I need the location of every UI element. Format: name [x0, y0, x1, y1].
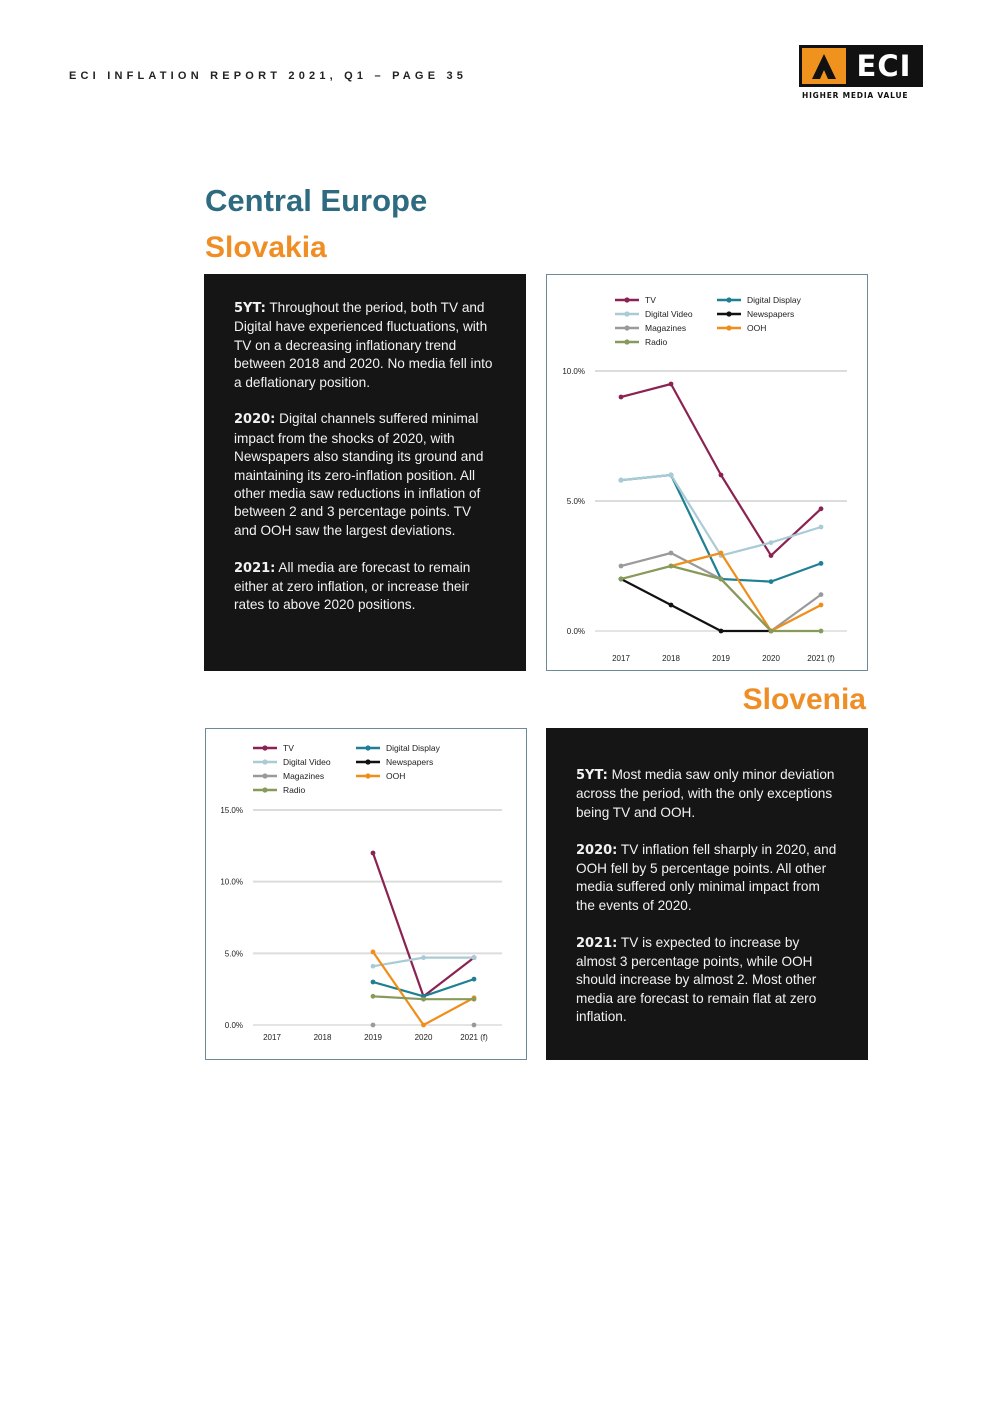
report-header: ECI INFLATION REPORT 2021, Q1 – PAGE 35	[69, 70, 468, 82]
data-point	[371, 994, 376, 999]
data-point	[719, 577, 724, 582]
logo-mark	[802, 48, 846, 84]
legend-label: TV	[645, 295, 656, 305]
region-title: Central Europe	[205, 183, 428, 218]
data-point	[421, 955, 426, 960]
legend-label: OOH	[747, 323, 767, 333]
data-point	[669, 603, 674, 608]
x-tick-label: 2018	[313, 1033, 332, 1042]
slovenia-para-5yt	[576, 766, 838, 822]
para-label: 2020:	[576, 842, 618, 858]
slovenia-para-2020	[576, 841, 838, 916]
data-point	[619, 564, 624, 569]
logo-a-icon	[802, 48, 846, 84]
para-label: 5YT:	[234, 301, 266, 316]
x-tick-label: 2017	[612, 654, 630, 663]
para-text: All media are forecast to remain either at zero inflation, or increase their rates to above 2020 positions.	[234, 559, 471, 613]
legend-swatch-marker	[365, 759, 370, 764]
legend-label: Digital Display	[386, 743, 440, 753]
slovenia-para-2021	[576, 934, 838, 1027]
data-point	[472, 1023, 477, 1028]
data-point	[719, 473, 724, 478]
data-point	[819, 561, 824, 566]
para-label: 2020:	[234, 412, 276, 428]
slovenia-title: Slovenia	[742, 683, 866, 716]
para-text: Throughout the period, both TV and Digital have experienced fluctuations, with TV on a decreasing inflationary trend between 2018 and 2020. No media fell into a deflationary position.	[234, 300, 493, 390]
data-point	[619, 577, 624, 582]
legend-swatch-marker	[726, 325, 731, 330]
legend-swatch-marker	[624, 311, 629, 316]
legend-label: Newspapers	[747, 309, 795, 319]
data-point	[421, 1023, 426, 1028]
data-point	[619, 478, 624, 483]
legend-label: Newspapers	[386, 757, 434, 767]
legend-label: Radio	[645, 337, 668, 347]
data-point	[472, 997, 477, 1002]
slovenia-chart	[205, 728, 527, 1060]
legend-label: Radio	[283, 785, 306, 795]
data-point	[371, 851, 376, 856]
logo-box	[799, 45, 923, 87]
legend-swatch-marker	[262, 745, 267, 750]
legend-swatch-marker	[726, 297, 731, 302]
data-point	[371, 950, 376, 955]
data-point	[371, 964, 376, 969]
y-tick-label: 5.0%	[566, 497, 585, 506]
x-tick-label: 2020	[762, 654, 780, 663]
y-tick-label: 10.0%	[562, 367, 585, 376]
legend-swatch-marker	[365, 745, 370, 750]
legend-swatch-marker	[726, 311, 731, 316]
legend-swatch-marker	[262, 773, 267, 778]
data-point	[472, 977, 477, 982]
logo-wordmark: ECI	[856, 49, 912, 83]
data-point	[669, 551, 674, 556]
data-point	[371, 980, 376, 985]
legend-swatch-marker	[624, 297, 629, 302]
legend-swatch-marker	[624, 325, 629, 330]
data-point	[669, 564, 674, 569]
eci-logo	[799, 45, 923, 103]
y-tick-label: 0.0%	[566, 627, 585, 636]
data-point	[819, 603, 824, 608]
y-tick-label: 5.0%	[224, 949, 243, 959]
slovakia-chart-svg	[547, 275, 867, 670]
data-point	[619, 395, 624, 400]
legend-swatch-marker	[262, 759, 267, 764]
para-text: TV inflation fell sharply in 2020, and OOH fell by 5 percentage points. All other media suffered only minimal impact from the events of 2020.	[576, 841, 837, 913]
legend-swatch-marker	[365, 773, 370, 778]
para-text: TV is expected to increase by almost 3 percentage points, while OOH should increase by almost 2. Most other media are forecast to remain flat at zero inflation.	[576, 934, 817, 1025]
y-tick-label: 10.0%	[220, 877, 243, 887]
x-tick-label: 2019	[712, 654, 730, 663]
y-tick-label: 15.0%	[220, 806, 243, 815]
slovakia-title: Slovakia	[205, 231, 327, 264]
legend-label: Magazines	[283, 771, 325, 781]
data-point	[421, 997, 426, 1002]
x-tick-label: 2020	[414, 1033, 433, 1042]
x-tick-label: 2019	[364, 1033, 382, 1042]
slovakia-para-2020	[234, 410, 496, 540]
legend-label: Magazines	[645, 323, 687, 333]
series-line	[621, 475, 821, 582]
data-point	[819, 506, 824, 511]
series-line	[621, 475, 821, 556]
legend-label: Digital Video	[283, 757, 331, 767]
legend-label: Digital Display	[747, 295, 801, 305]
data-point	[669, 473, 674, 478]
series-line	[621, 579, 771, 631]
data-point	[819, 629, 824, 634]
x-tick-label: 2018	[662, 654, 680, 663]
para-label: 2021:	[234, 560, 276, 576]
data-point	[819, 592, 824, 597]
logo-tagline: HIGHER MEDIA VALUE	[802, 91, 909, 100]
data-point	[769, 629, 774, 634]
slovenia-chart-svg	[206, 729, 526, 1059]
data-point	[769, 579, 774, 584]
legend-swatch-marker	[624, 339, 629, 344]
slovakia-para-5yt	[234, 299, 496, 392]
series-line	[621, 553, 821, 631]
legend-swatch-marker	[262, 787, 267, 792]
data-point	[472, 955, 477, 960]
data-point	[769, 540, 774, 545]
y-tick-label: 0.0%	[224, 1021, 243, 1030]
x-tick-label: 2021 (f)	[460, 1033, 488, 1042]
legend-label: OOH	[386, 771, 406, 781]
para-text: Digital channels suffered minimal impact from the shocks of 2020, with Newspapers also standing its ground and maintaining its zero-inflation position. All other media saw reductions in inflation of between 2 and 3 percentage points. TV and OOH saw the largest deviations.	[234, 411, 484, 538]
data-point	[719, 551, 724, 556]
slovakia-para-2021	[234, 559, 496, 615]
slovenia-commentary	[546, 728, 868, 1060]
x-tick-label: 2021 (f)	[807, 654, 835, 663]
data-point	[719, 629, 724, 634]
slovakia-chart	[546, 274, 868, 671]
para-label: 2021:	[576, 935, 618, 951]
data-point	[669, 382, 674, 387]
data-point	[769, 553, 774, 558]
slovakia-commentary	[204, 274, 526, 671]
para-text: Most media saw only minor deviation across the period, with the only exceptions being TV and OOH.	[576, 767, 835, 820]
x-tick-label: 2017	[263, 1033, 281, 1042]
legend-label: Digital Video	[645, 309, 693, 319]
data-point	[819, 525, 824, 530]
series-line	[621, 384, 821, 556]
para-label: 5YT:	[576, 768, 608, 783]
legend-label: TV	[283, 743, 294, 753]
data-point	[371, 1023, 376, 1028]
